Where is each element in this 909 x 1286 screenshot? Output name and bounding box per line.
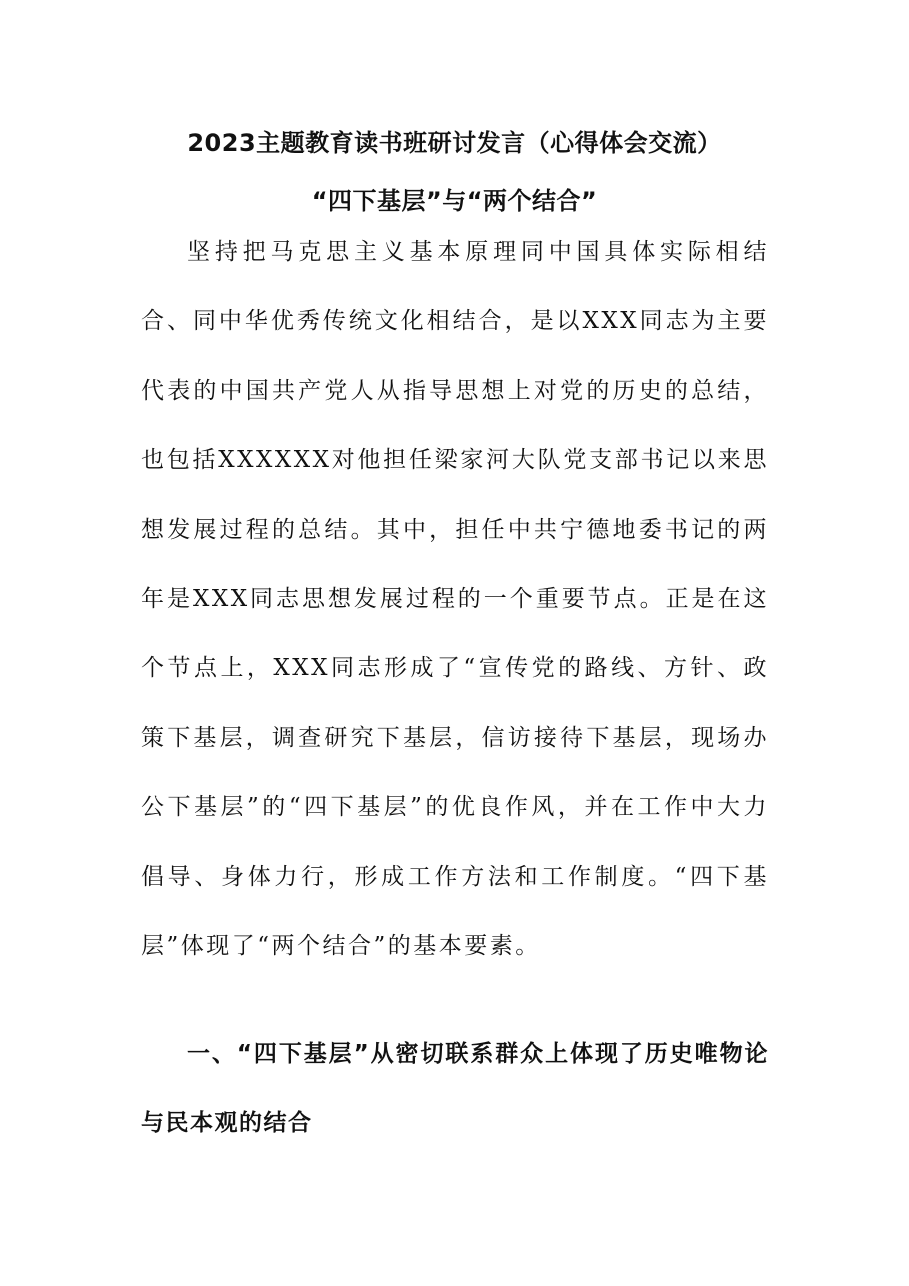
section-heading: 一、“四下基层”从密切联系群众上体现了历史唯物论与民本观的结合 — [141, 1041, 769, 1137]
document-subtitle: “四下基层”与“两个结合” — [311, 187, 598, 215]
body-paragraph: 坚持把马克思主义基本原理同中国具体实际相结合、同中华优秀传统文化相结合，是以XXX同志为主要代表的中国共产党人从指导思想上对党的历史的总结，也包括XXXXXX对他担任梁家河大队党支部书记以来思想发展过程的总结。其中，担任中共宁德地委书记的两年是XXX同志思想发展过程的一个重要节点。正是在这个节点上，XXX同志形成了“宣传党的路线、方针、政策下基层，调查研究下基层，信访接待下基层，现场办公下基层”的“四下基层”的优良作风，并在工作中大力倡导、身体力行，形成工作方法和工作制度。“四下基层”体现了“两个结合”的基本要素。 — [141, 239, 769, 960]
document-title: 2023主题教育读书班研讨发言（心得体会交流） — [187, 129, 722, 157]
